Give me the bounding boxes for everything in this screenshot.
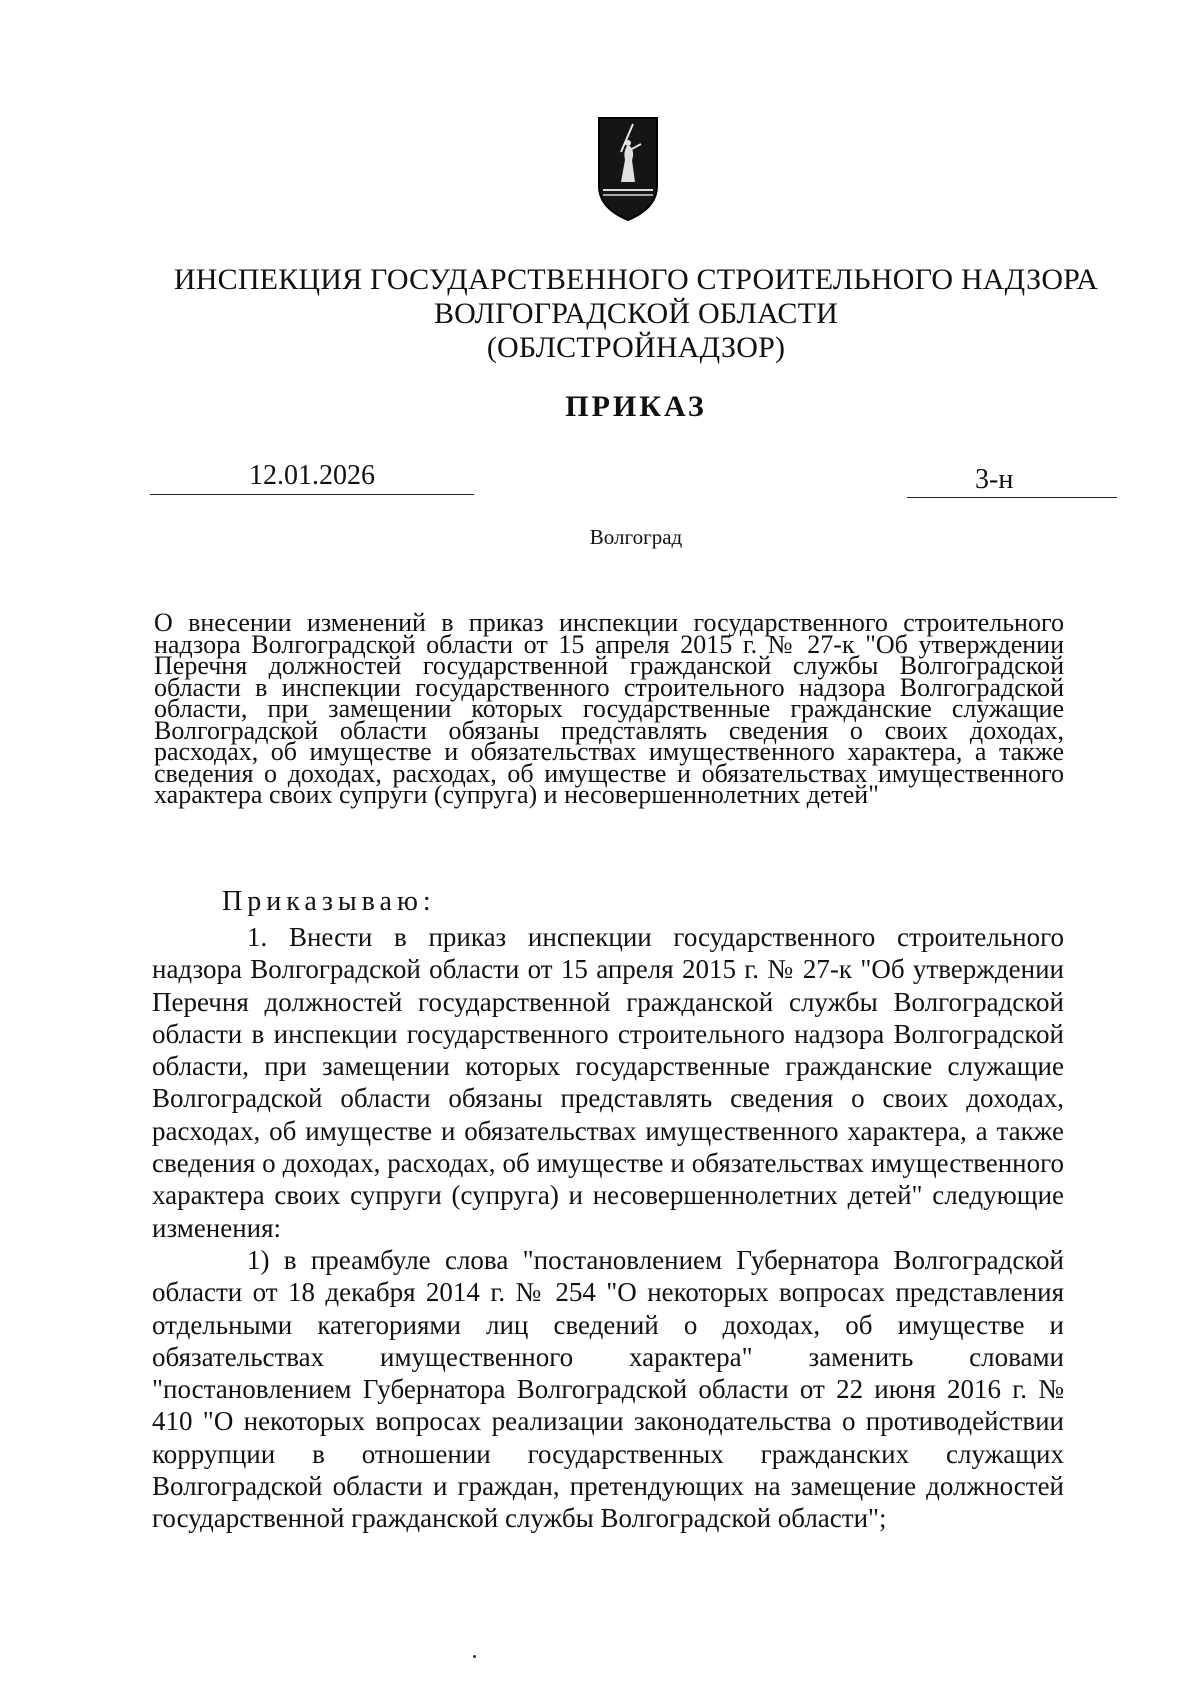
document-subject: О внесении изменений в приказ инспекции государственного строительного надзора Волгоградской области от 15 апреля 2015 г. № 27-к "Об утверждении Перечня должностей государственной гражданской службы Волгоградской области в инспекции государственного строительного надзора Волгоградской области, при замещении которых государственные гражданские служащие Волгоградской области обязаны представлять сведения о своих доходах, расходах, об имуществе и обязательствах имущественного характера, а также сведения о доходах, расходах, об имуществе и обязательствах имущественного характера своих супруги (супруга) и несовершеннолетних детей" bbox=[154, 608, 1064, 809]
organization-abbreviation: (ОБЛСТРОЙНАДЗОР) bbox=[486, 331, 786, 364]
document-number: 3-н bbox=[975, 464, 1014, 495]
document-city: Волгоград bbox=[589, 525, 683, 549]
number-underline bbox=[907, 497, 1117, 498]
organization-name-line1: ИНСПЕКЦИЯ ГОСУДАРСТВЕННОГО СТРОИТЕЛЬНОГО НАДЗОРА bbox=[173, 263, 1099, 296]
document-body bbox=[152, 921, 1064, 1535]
paragraph-item-1: 1. Внести в приказ инспекции государственного строительного надзора Волгоградской области от 15 апреля 2015 г. № 27-к "Об утверждении Перечня должностей государственной гражданской службы Волгоградской области в инспекции государственного строительного надзора Волгоградской области, при замещении которых государственные гражданские служащие Волгоградской области обязаны представлять сведения о своих доходах, расходах, об имуществе и обязательствах имущественного характера, а также сведения о доходах, расходах, об имуществе и обязательствах имущественного характера своих супруги (супруга) и несовершеннолетних детей" следующие изменения: bbox=[152, 922, 1064, 1243]
paragraph-subitem-1: 1) в преамбуле слова "постановлением Губернатора Волгоградской области от 18 декабря 2014 г. № 254 "О некоторых вопросах представления отдельными категориями лиц сведений о доходах, об имуществе и обязательствах имущественного характера" заменить словами "постановлением Губернатора Волгоградской области от 22 июня 2016 г. № 410 "О некоторых вопросах реализации законодательства о противодействии коррупции в отношении государственных гражданских служащих Волгоградской области и граждан, претендующих на замещение должностей государственной гражданской службы Волгоградской области"; bbox=[152, 1244, 1064, 1534]
document-type-title: ПРИКАЗ bbox=[565, 390, 707, 423]
scan-speck bbox=[473, 1655, 476, 1658]
coat-of-arms-icon bbox=[597, 116, 659, 222]
orders-word: Приказываю: bbox=[222, 886, 436, 917]
document-date: 12.01.2026 bbox=[249, 460, 375, 491]
date-underline bbox=[150, 494, 474, 495]
organization-name-line2: ВОЛГОГРАДСКОЙ ОБЛАСТИ bbox=[433, 297, 839, 330]
